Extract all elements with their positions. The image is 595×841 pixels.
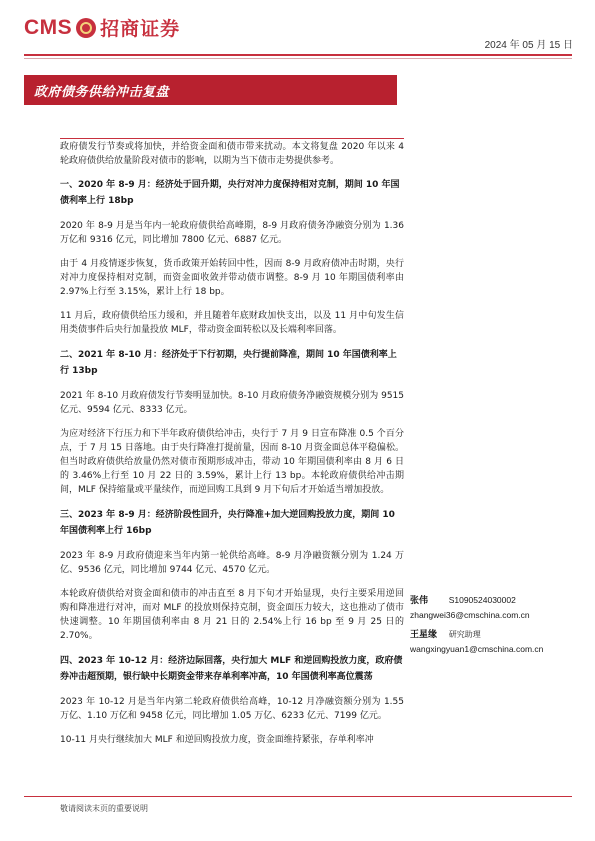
- footer-divider: [24, 796, 572, 797]
- title-divider: [60, 138, 404, 139]
- author-role: 研究助理: [448, 630, 481, 639]
- author-name: 张伟: [410, 596, 429, 606]
- cms-logo: [24, 14, 180, 41]
- header-divider-thin: [24, 58, 572, 59]
- body-paragraph: 2021 年 8-10 月政府债发行节奏明显加快。8-10 月政府债务净融资规模分别为 9515 亿元、9594 亿元、8333 亿元。: [60, 391, 404, 415]
- author-1: [410, 593, 580, 608]
- author-2: [410, 628, 580, 642]
- title-banner: [24, 75, 402, 105]
- body-paragraph: 由于 4 月疫情逐步恢复，货币政策开始转回中性，因而 8-9 月政府债冲击时期，央行对冲力度保持相对克制，而资金面收敛并带动债市调整。8-9 月 10 年期国债利率由 2.97%上行至 3.15%，累计上行 18 bp。: [60, 259, 404, 297]
- report-date: 2024 年 05 月 15 日: [484, 40, 573, 51]
- logo-latin: CMS: [24, 15, 73, 39]
- report-body: [60, 140, 404, 757]
- section-heading: 三、2023 年 8-9 月：经济阶段性回升，央行降准+加大逆回购投放力度，期间 10 年国债利率上行 16bp: [60, 510, 395, 536]
- header-divider: [24, 54, 572, 56]
- page-header: [0, 0, 595, 60]
- section-heading: 二、2021 年 8-10 月：经济处于下行初期，央行提前降准，期间 10 年国债利率上行 13bp: [60, 350, 397, 376]
- body-paragraph: 本轮政府债供给对资金面和债市的冲击直至 8 月下旬才开始显现，央行主要采用逆回购和降准进行对冲，而对 MLF 的投放则保持克制，资金面压力较大，这也推动了债市快速调整。10 年期国债利率由 8 月 21 日的 2.54%上行 16 bp 至 9 月 25 日的 2.70%。: [60, 589, 404, 641]
- author-email[interactable]: zhangwei36@cmschina.com.cn: [410, 610, 530, 620]
- body-paragraph: 为应对经济下行压力和下半年政府债供给冲击，央行于 7 月 9 日宣布降准 0.5 个百分点，于 7 月 15 日落地。由于央行降准打提前量，因而 8-10 月资金面总体平稳偏松。但当时政府债供给放量仍然对债市预期形成冲击，带动 10 年期国债利率由 8 月 6 日的 3.46%上行至 10 月 22 日的 3.59%，累计上行 13 bp。本轮政府债供给冲击期间，MLF 保持缩量或平量续作，而逆回购工具到 9 月下旬后才开始适当增加投放。: [60, 429, 404, 495]
- body-paragraph: 10-11 月央行继续加大 MLF 和逆回购投放力度，资金面维持紧张，存单利率冲: [60, 735, 374, 745]
- author-email[interactable]: wangxingyuan1@cmschina.com.cn: [410, 644, 544, 654]
- section-heading: 一、2020 年 8-9 月：经济处于回升期，央行对冲力度保持相对克制，期间 10 年国债利率上行 18bp: [60, 180, 400, 206]
- logo-chinese: 招商证券: [100, 18, 181, 40]
- author-cert-id: S1090524030002: [448, 595, 516, 605]
- author-sidebar: [410, 593, 580, 662]
- page-title: 政府债务供给冲击复盘: [34, 85, 170, 100]
- body-paragraph: 11 月后，政府债供给压力缓和，并且随着年底财政加快支出，以及 11 月中旬发生信用类债事件后央行加量投放 MLF，带动资金面转松以及长端利率回落。: [60, 311, 404, 335]
- body-paragraph: 2023 年 10-12 月是当年内第二轮政府债供给高峰，10-12 月净融资额分别为 1.55 万亿、1.10 万亿和 9458 亿元，同比增加 1.05 万亿、6233 亿元、7199 亿元。: [60, 697, 404, 721]
- body-paragraph: 2020 年 8-9 月是当年内一轮政府债供给高峰期，8-9 月政府债务净融资分别为 1.36 万亿和 9316 亿元，同比增加 7800 亿元、6887 亿元。: [60, 221, 404, 245]
- author-name: 王星缘: [410, 630, 438, 640]
- footer-disclaimer: 敬请阅读末页的重要说明: [60, 804, 148, 813]
- body-paragraph: 2023 年 8-9 月政府债迎来当年内第一轮供给高峰。8-9 月净融资额分别为 1.24 万亿、9536 亿元，同比增加 9744 亿元、4570 亿元。: [60, 551, 404, 575]
- body-paragraph: 政府债发行节奏或将加快，并给资金面和债市带来扰动。本文将复盘 2020 年以来 4 轮政府债供给放量阶段对债市的影响，以期为当下债市走势提供参考。: [60, 142, 404, 166]
- section-heading: 四、2023 年 10-12 月：经济边际回落，央行加大 MLF 和逆回购投放力度，政府债券冲击超预期，银行缺中长期资金带来存单利率冲高，10 年国债利率高位震荡: [60, 656, 403, 682]
- logo-badge-icon: [76, 18, 96, 38]
